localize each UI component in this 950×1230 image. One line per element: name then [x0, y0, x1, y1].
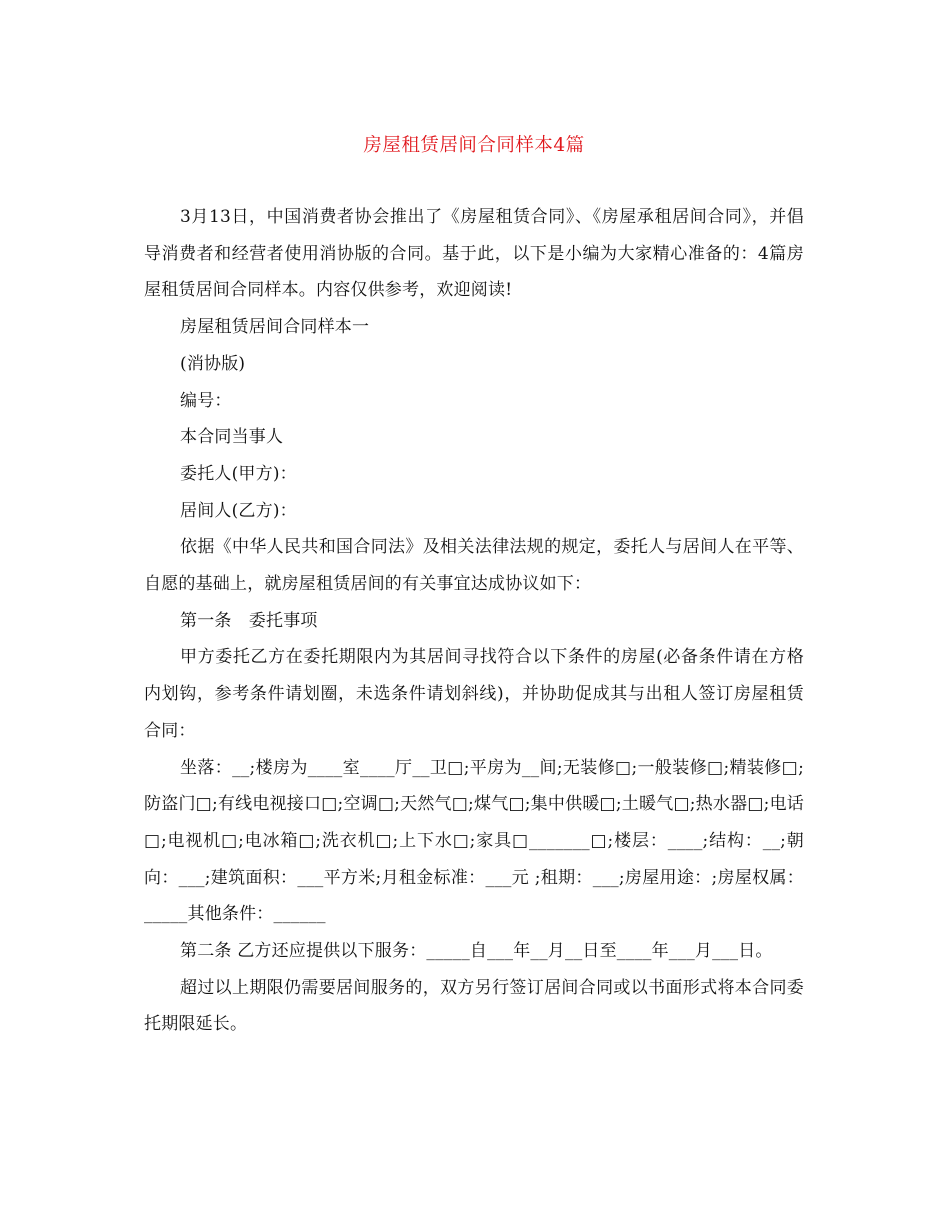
article-two: 第二条 乙方还应提供以下服务：_____自___年__月__日至____年___月___日。 — [180, 941, 773, 962]
party-b: 居间人(乙方)： — [180, 500, 297, 521]
sample-heading: 房屋租赁居间合同样本一 — [180, 317, 370, 338]
article-one-heading: 第一条 委托事项 — [180, 610, 318, 631]
article-one-body: 甲方委托乙方在委托期限内为其居间寻找符合以下条件的房屋(必备条件请在方格内划钩，参考条件请划圈，未选条件请划斜线)，并协助促成其与出租人签订房屋租赁合同： — [144, 647, 804, 741]
document-title: 房屋租赁居间合同样本4篇 — [363, 135, 585, 156]
parties-heading: 本合同当事人 — [180, 427, 284, 448]
legal-basis-paragraph: 依据《中华人民共和国合同法》及相关法律法规的规定，委托人与居间人在平等、自愿的基础上，就房屋租赁居间的有关事宜达成协议如下： — [144, 537, 804, 595]
document-page — [144, 124, 804, 1043]
party-a: 委托人(甲方)： — [180, 463, 297, 484]
property-conditions: 坐落：__;楼房为____室____厅__卫□;平房为__间;无装修□;一般装修□;精装修□;防盗门□;有线电视接口□;空调□;天然气□;煤气□;集中供暖□;土暖气□;热水器□;电话□;电视机□;电冰箱□;洗衣机□;上下水□;家具□_______□;楼层：____;结构：__;朝向：___;建筑面积：___平方米;月租金标准：___元 ;租期：___;房屋用途：;房屋权属：_____其他条件：______ — [144, 757, 804, 925]
intro-paragraph: 3月13日，中国消费者协会推出了《房屋租赁合同》、《房屋承租居间合同》，并倡导消费者和经营者使用消协版的合同。基于此，以下是小编为大家精心准备的：4篇房屋租赁居间合同样本。内容仅供参考，欢迎阅读! — [144, 207, 804, 301]
extension-paragraph: 超过以上期限仍需要居间服务的，双方另行签订居间合同或以书面形式将本合同委托期限延长。 — [144, 977, 804, 1035]
version-note: (消协版) — [180, 353, 246, 374]
contract-number: 编号： — [180, 390, 232, 411]
